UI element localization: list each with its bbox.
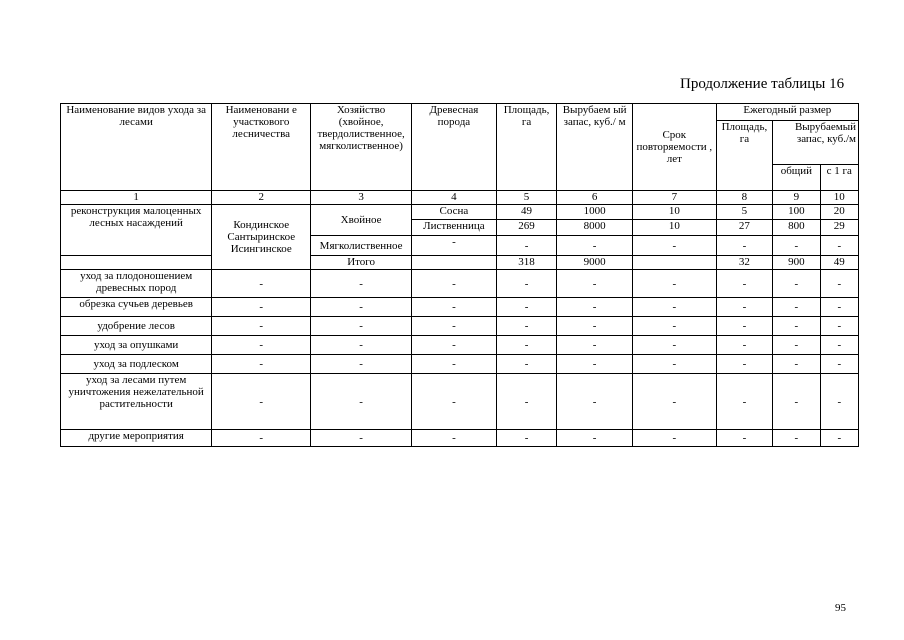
- dash-cell: -: [311, 374, 412, 430]
- annual-total-cell: 100: [773, 205, 820, 220]
- table-row: [61, 317, 859, 336]
- dash-cell: -: [311, 298, 412, 317]
- dash-cell: -: [212, 430, 311, 447]
- dash-cell: -: [632, 336, 716, 355]
- dash-cell: -: [496, 317, 557, 336]
- species-cell: Сосна: [412, 205, 497, 220]
- table-caption: Продолжение таблицы 16: [680, 76, 845, 92]
- dash-cell: -: [311, 355, 412, 374]
- dash-cell: -: [820, 317, 858, 336]
- header-cell-area: Площадь, га: [496, 104, 557, 191]
- dash-cell: -: [632, 355, 716, 374]
- header-cell-annual-volume: Вырубаемый запас, куб./м: [773, 121, 859, 165]
- economy-cell: Мягколиственное: [311, 236, 412, 256]
- dash-cell: -: [496, 355, 557, 374]
- dash-cell: -: [773, 336, 820, 355]
- table-row: [61, 355, 859, 374]
- dash-cell: -: [212, 374, 311, 430]
- dash-cell: -: [412, 355, 497, 374]
- care-type-cell: уход за опушками: [61, 336, 212, 355]
- dash-cell: -: [820, 355, 858, 374]
- column-number: 5: [496, 191, 557, 205]
- dash-cell: -: [773, 374, 820, 430]
- period-cell: 10: [632, 220, 716, 236]
- total-annual-area-cell: 32: [716, 256, 772, 270]
- total-row: [61, 256, 859, 270]
- dash-cell: -: [557, 317, 633, 336]
- care-type-cell: обрезка сучьев деревьев: [61, 298, 212, 317]
- column-number: 7: [632, 191, 716, 205]
- table-row: [61, 374, 859, 430]
- area-cell: 269: [496, 220, 557, 236]
- column-number: 2: [212, 191, 311, 205]
- header-cell-care-type: Наименование видов ухода за лесами: [61, 104, 212, 191]
- table-row: [61, 205, 859, 220]
- dash-cell: -: [412, 374, 497, 430]
- dash-cell: -: [820, 298, 858, 317]
- column-number: 3: [311, 191, 412, 205]
- total-annual-total-cell: 900: [773, 256, 820, 270]
- header-cell-period: Срок повторяемости , лет: [632, 104, 716, 191]
- care-type-cell: удобрение лесов: [61, 317, 212, 336]
- dash-cell: -: [412, 317, 497, 336]
- empty-cell: [412, 256, 497, 270]
- forest-care-table: [60, 103, 859, 447]
- annual-per-ha-cell: 20: [820, 205, 858, 220]
- header-cell-forestry: Наименовани е участкового лесничества: [212, 104, 311, 191]
- total-volume-cell: 9000: [557, 256, 633, 270]
- dash-cell: -: [632, 374, 716, 430]
- table-row: [61, 336, 859, 355]
- dash-cell: -: [820, 270, 858, 298]
- header-cell-economy: Хозяйство (хвойное, твердолиственное, мягколиственное): [311, 104, 412, 191]
- dash-cell: -: [632, 317, 716, 336]
- dash-cell: -: [412, 336, 497, 355]
- annual-area-cell: -: [716, 236, 772, 256]
- column-number: 9: [773, 191, 820, 205]
- header-cell-volume-total: общий: [773, 165, 820, 191]
- column-number: 6: [557, 191, 633, 205]
- table-row: [61, 270, 859, 298]
- dash-cell: -: [412, 298, 497, 317]
- dash-cell: -: [632, 298, 716, 317]
- annual-area-cell: 27: [716, 220, 772, 236]
- column-number: 8: [716, 191, 772, 205]
- column-number: 4: [412, 191, 497, 205]
- period-cell: 10: [632, 205, 716, 220]
- dash-cell: -: [773, 298, 820, 317]
- dash-cell: -: [496, 336, 557, 355]
- dash-cell: -: [557, 336, 633, 355]
- dash-cell: -: [716, 336, 772, 355]
- dash-cell: -: [311, 270, 412, 298]
- annual-per-ha-cell: 29: [820, 220, 858, 236]
- annual-per-ha-cell: -: [820, 236, 858, 256]
- volume-cell: 8000: [557, 220, 633, 236]
- dash-cell: -: [716, 355, 772, 374]
- dash-cell: -: [557, 270, 633, 298]
- dash-cell: -: [820, 374, 858, 430]
- column-number-row: [61, 191, 859, 205]
- page-number: 95: [835, 602, 846, 614]
- table-row: [61, 298, 859, 317]
- table-row: [61, 430, 859, 447]
- dash-cell: -: [212, 298, 311, 317]
- total-annual-per-ha-cell: 49: [820, 256, 858, 270]
- volume-cell: -: [557, 236, 633, 256]
- forestry-cell: Кондинское Сантыринское Исингинское: [212, 205, 311, 270]
- care-type-cell: уход за плодоношением древесных пород: [61, 270, 212, 298]
- dash-cell: -: [716, 298, 772, 317]
- dash-cell: -: [412, 270, 497, 298]
- annual-total-cell: 800: [773, 220, 820, 236]
- dash-cell: -: [496, 298, 557, 317]
- total-label: Итого: [311, 256, 412, 270]
- header-cell-annual-area: Площадь, га: [716, 121, 772, 191]
- dash-cell: -: [820, 336, 858, 355]
- volume-cell: 1000: [557, 205, 633, 220]
- dash-cell: -: [496, 374, 557, 430]
- dash-cell: -: [557, 298, 633, 317]
- care-type-cell: уход за лесами путем уничтожения нежелательной растительности: [61, 374, 212, 430]
- dash-cell: -: [496, 430, 557, 447]
- column-number: 10: [820, 191, 858, 205]
- dash-cell: -: [632, 270, 716, 298]
- dash-cell: -: [716, 430, 772, 447]
- dash-cell: -: [496, 270, 557, 298]
- empty-cell: [632, 256, 716, 270]
- dash-cell: -: [773, 317, 820, 336]
- economy-cell: Хвойное: [311, 205, 412, 236]
- column-number: 1: [61, 191, 212, 205]
- dash-cell: -: [773, 270, 820, 298]
- header-cell-species: Древесная порода: [412, 104, 497, 191]
- species-cell: Лиственница: [412, 220, 497, 236]
- dash-cell: -: [212, 355, 311, 374]
- dash-cell: -: [212, 317, 311, 336]
- dash-cell: -: [212, 270, 311, 298]
- dash-cell: -: [716, 374, 772, 430]
- header-cell-volume-per-ha: с 1 га: [820, 165, 858, 191]
- total-area-cell: 318: [496, 256, 557, 270]
- care-type-cell: реконструкция малоценных лесных насаждений: [61, 205, 212, 256]
- dash-cell: -: [820, 430, 858, 447]
- dash-cell: -: [311, 317, 412, 336]
- care-type-cell: другие мероприятия: [61, 430, 212, 447]
- dash-cell: -: [773, 355, 820, 374]
- dash-cell: -: [311, 336, 412, 355]
- area-cell: 49: [496, 205, 557, 220]
- header-cell-volume: Вырубаем ый запас, куб./ м: [557, 104, 633, 191]
- dash-cell: -: [311, 430, 412, 447]
- dash-cell: -: [716, 317, 772, 336]
- dash-cell: -: [412, 430, 497, 447]
- area-cell: -: [496, 236, 557, 256]
- species-cell: -: [412, 236, 497, 256]
- dash-cell: -: [212, 336, 311, 355]
- dash-cell: -: [773, 430, 820, 447]
- annual-area-cell: 5: [716, 205, 772, 220]
- empty-cell: [61, 256, 212, 270]
- dash-cell: -: [557, 430, 633, 447]
- dash-cell: -: [557, 374, 633, 430]
- care-type-cell: уход за подлеском: [61, 355, 212, 374]
- header-cell-annual: Ежегодный размер: [716, 104, 858, 121]
- dash-cell: -: [557, 355, 633, 374]
- dash-cell: -: [632, 430, 716, 447]
- period-cell: -: [632, 236, 716, 256]
- annual-total-cell: -: [773, 236, 820, 256]
- dash-cell: -: [716, 270, 772, 298]
